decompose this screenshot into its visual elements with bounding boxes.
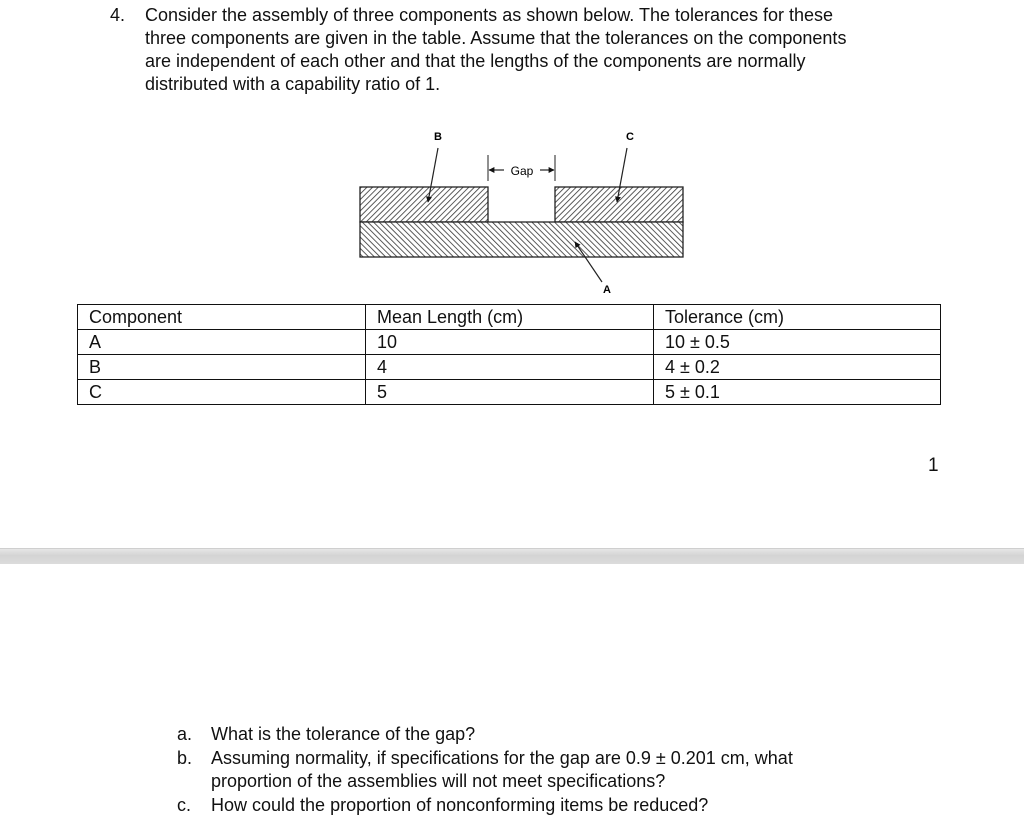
table-header-cell: Tolerance (cm) — [654, 305, 941, 330]
gap-label: Gap — [510, 164, 534, 178]
tolerance-table — [77, 304, 941, 405]
question-line: Consider the assembly of three components as shown below. The tolerances for these — [145, 5, 834, 25]
table-cell: B — [78, 355, 366, 380]
component-a-block — [360, 222, 683, 257]
subquestion-line: How could the proportion of nonconforming items be reduced? — [211, 794, 709, 815]
question-text — [145, 4, 945, 96]
table-cell: 5 — [366, 380, 654, 405]
table-cell: A — [78, 330, 366, 355]
subquestion-line: Assuming normality, if specifications for the gap are 0.9 ± 0.201 cm, what — [211, 747, 793, 768]
table-header-cell: Mean Length (cm) — [366, 305, 654, 330]
table-header-cell: Component — [78, 305, 366, 330]
subquestion-b — [177, 747, 897, 794]
subquestion-c — [177, 794, 897, 818]
table-row — [78, 380, 941, 405]
table-cell: 10 ± 0.5 — [654, 330, 941, 355]
component-b-block — [360, 187, 488, 222]
label-c: C — [626, 131, 634, 143]
subquestion-label: c. — [177, 794, 192, 815]
table-row — [78, 355, 941, 380]
table-header-row — [78, 305, 941, 330]
label-a: A — [603, 284, 611, 296]
table-cell: C — [78, 380, 366, 405]
subquestions-list — [177, 723, 897, 817]
table-row — [78, 330, 941, 355]
table-cell: 5 ± 0.1 — [654, 380, 941, 405]
table-cell: 4 — [366, 355, 654, 380]
question-number: 4. — [110, 5, 126, 25]
subquestion-line: What is the tolerance of the gap? — [211, 724, 476, 744]
question-line: three components are given in the table. Assume that the tolerances on the components — [145, 28, 847, 48]
subquestion-line: proportion of the assemblies will not meet specifications? — [211, 771, 666, 791]
subquestion-label: a. — [177, 724, 193, 744]
label-b: B — [434, 131, 442, 143]
assembly-diagram — [355, 125, 695, 300]
table-cell: 4 ± 0.2 — [654, 355, 941, 380]
subquestion-a — [177, 723, 897, 747]
question-line: are independent of each other and that the lengths of the components are normally — [145, 51, 806, 71]
page-number: 1 — [928, 455, 939, 476]
question-line: distributed with a capability ratio of 1. — [145, 74, 441, 94]
subquestion-label: b. — [177, 747, 193, 768]
table-cell: 10 — [366, 330, 654, 355]
